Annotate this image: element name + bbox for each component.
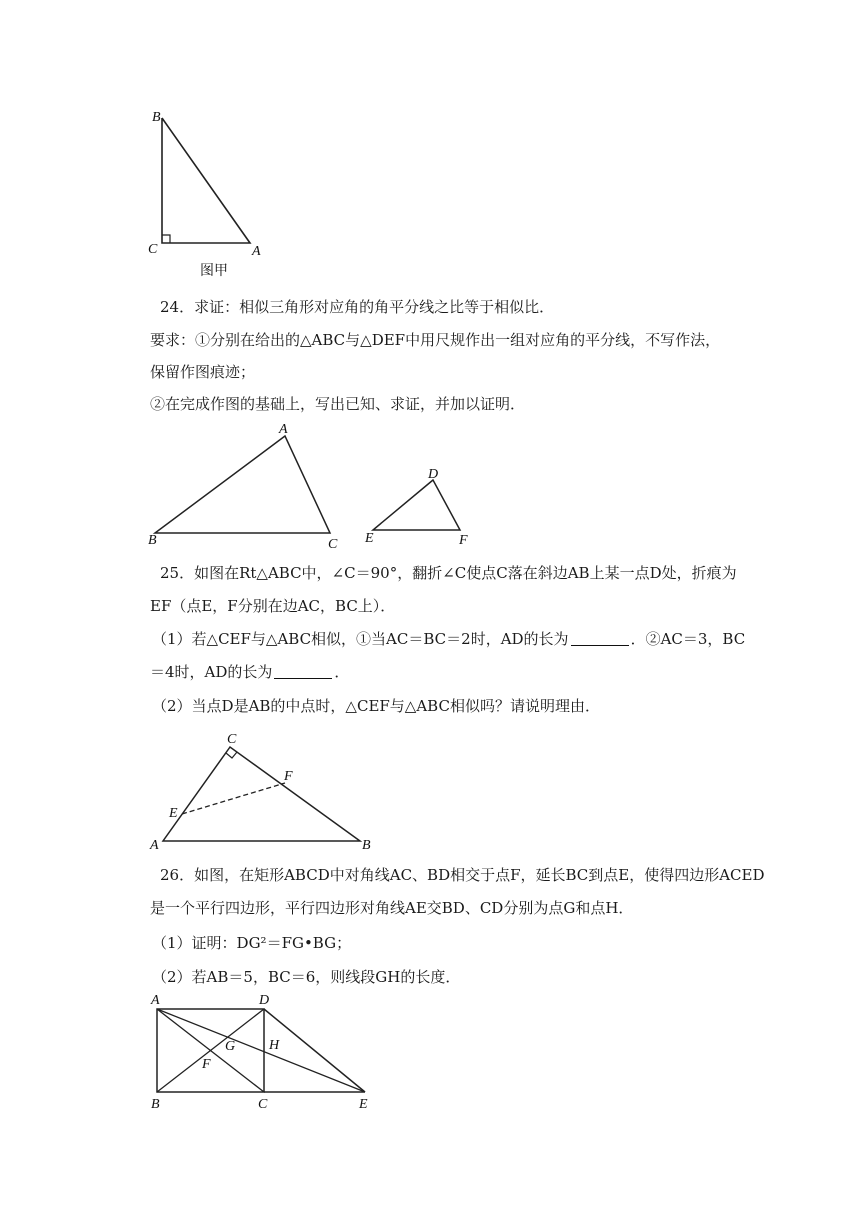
label-g: G <box>225 1039 236 1054</box>
label-a: A <box>151 993 160 1008</box>
q25-part1 <box>152 629 745 649</box>
q25-part1a: （1）若△CEF与△ABC相似，①当AC＝BC＝2时，AD的长为 <box>152 630 569 648</box>
q26-line2: 是一个平行四边形，平行四边形对角线AE交BD、CD分别为点G和点H． <box>150 899 634 917</box>
triangle-def <box>373 480 460 530</box>
q25-part1b: ．②AC＝3，BC <box>630 630 746 648</box>
q26-line1 <box>160 865 765 885</box>
q24-req1-text: ①分别在给出的△ABC与△DEF中用尺规作出一组对应角的平分线，不写作法， <box>195 331 721 349</box>
label-a: A <box>150 838 159 853</box>
label-a: A <box>252 244 261 259</box>
q24-req1 <box>150 330 720 350</box>
label-e: E <box>365 531 374 546</box>
q24-req2: ②在完成作图的基础上，写出已知、求证，并加以证明． <box>150 395 526 413</box>
label-d: D <box>428 467 439 482</box>
label-c: C <box>328 537 338 552</box>
label-c: C <box>258 1097 268 1112</box>
q24-statement-text: 求证：相似三角形对应角的角平分线之比等于相似比． <box>194 298 555 316</box>
q26-number: 26． <box>160 866 195 884</box>
triangle-abc <box>163 747 360 841</box>
q25-part2: （2）当点D是AB的中点时，△CEF与△ABC相似吗？请说明理由． <box>152 697 600 715</box>
label-b: B <box>152 110 161 125</box>
q24-req1b: 保留作图痕迹； <box>150 363 256 381</box>
q24-statement <box>160 297 554 317</box>
figure-jia <box>140 105 280 285</box>
q25-part1d: ． <box>334 663 350 681</box>
q26-line1-text: 如图，在矩形ABCD中对角线AC、BD相交于点F，延长BC到点E，使得四边形ACED <box>194 866 765 884</box>
figure-q25 <box>145 725 385 855</box>
label-b: B <box>151 1097 160 1112</box>
figure-caption: 图甲 <box>200 263 228 279</box>
label-f: F <box>459 533 468 548</box>
right-angle-mark <box>162 235 170 243</box>
q25-line1-text: 如图在Rt△ABC中，∠C＝90°，翻折∠C使点C落在斜边AB上某一点D处，折痕为 <box>194 564 737 582</box>
label-b: B <box>148 533 157 548</box>
fold-line-ef <box>182 783 285 814</box>
label-a: A <box>279 422 288 437</box>
label-h: H <box>269 1038 280 1053</box>
figure-q26 <box>145 992 385 1112</box>
q25-part1c: ＝4时，AD的长为 <box>150 663 273 681</box>
diagonal-ae <box>157 1009 365 1092</box>
label-e: E <box>169 806 178 821</box>
q24-number: 24． <box>160 298 195 316</box>
q24-req-label: 要求： <box>150 331 196 349</box>
answer-blank-2[interactable] <box>274 664 332 679</box>
label-f: F <box>284 769 293 784</box>
label-c: C <box>227 732 237 747</box>
label-b: B <box>362 838 371 853</box>
triangle-abc <box>155 436 330 533</box>
label-d: D <box>259 993 270 1008</box>
label-f: F <box>202 1057 211 1072</box>
figure-q24 <box>145 420 485 555</box>
q25-line1 <box>160 563 737 583</box>
q26-part2: （2）若AB＝5，BC＝6，则线段GH的长度． <box>152 968 461 986</box>
triangle-abc <box>162 118 250 243</box>
answer-blank-1[interactable] <box>571 631 629 646</box>
q26-part1: （1）证明：DG²＝FG•BG； <box>152 934 352 952</box>
q25-line2: EF（点E，F分别在边AC，BC上）． <box>150 597 396 615</box>
q25-number: 25． <box>160 564 195 582</box>
right-angle-mark <box>226 752 237 758</box>
label-c: C <box>148 242 158 257</box>
segment-de <box>264 1009 365 1092</box>
q25-part1-cont <box>150 662 349 682</box>
label-e: E <box>359 1097 368 1112</box>
